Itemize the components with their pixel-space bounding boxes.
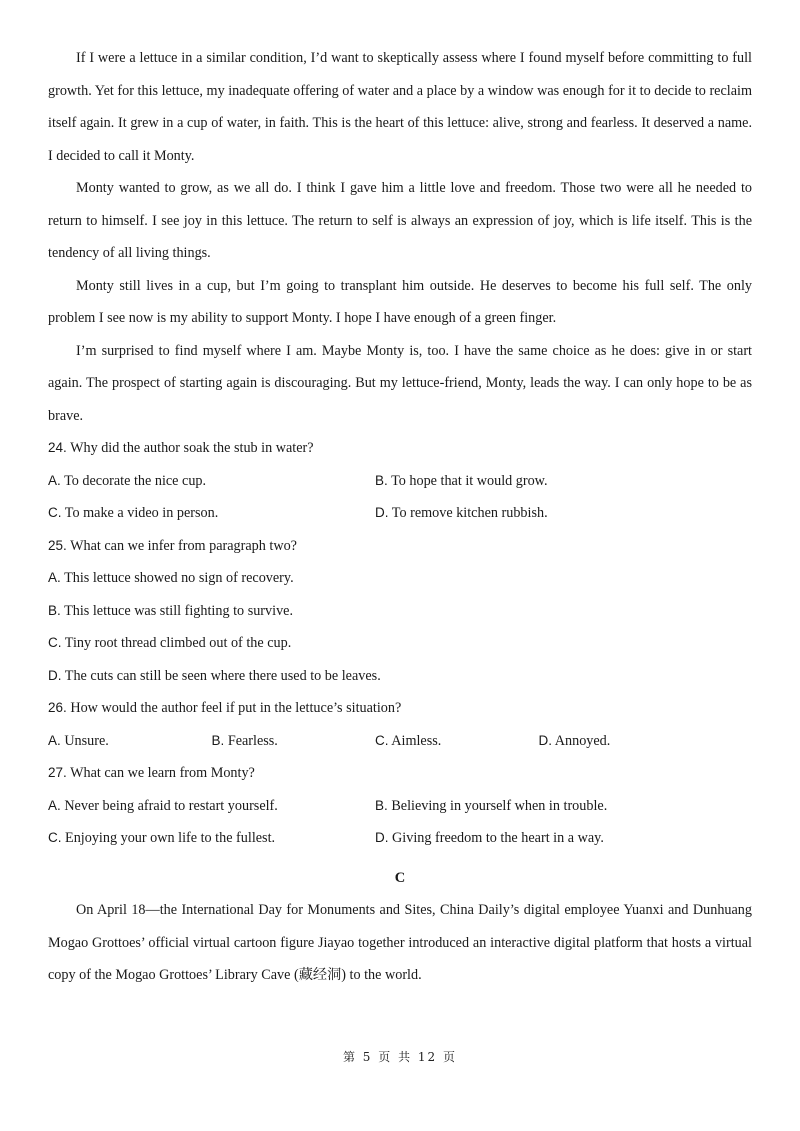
option-a[interactable]: [48, 790, 375, 823]
option-letter: A.: [48, 472, 61, 488]
option-b[interactable]: [375, 790, 607, 823]
options-row: [48, 465, 752, 498]
option-text: This lettuce was still fighting to survive.: [64, 602, 294, 619]
question-27: [48, 757, 752, 790]
option-letter: D.: [375, 505, 389, 520]
option-letter: C.: [48, 635, 62, 650]
option-c[interactable]: [48, 627, 752, 660]
option-c[interactable]: [48, 822, 375, 855]
question-text: What can we learn from Monty?: [70, 765, 255, 781]
option-text: To hope that it would grow.: [391, 472, 548, 489]
option-letter: C.: [375, 732, 389, 748]
question-24: [48, 432, 752, 465]
option-letter: B.: [211, 732, 225, 748]
option-d[interactable]: [539, 725, 611, 758]
question-26: [48, 692, 752, 725]
document-page: [48, 42, 752, 983]
options-row: [48, 725, 752, 758]
option-text: Annoyed.: [554, 732, 611, 749]
option-b[interactable]: [212, 725, 376, 758]
option-d[interactable]: [48, 660, 752, 693]
footer-total-pages: 12: [417, 1050, 438, 1064]
section-c-paragraph: On April 18—the International Day for Monuments and Sites, China Daily’s digital employee Yuanxi and Dunhuang Mogao Grottoes’ official virtual cartoon figure Jiayao together introduced an interactive digital platform that hosts a virtual copy of the Mogao Grottoes’ Library Cave (藏经洞) to the world.: [48, 902, 752, 983]
page-footer: [0, 1048, 800, 1065]
option-text: To remove kitchen rubbish.: [391, 505, 548, 521]
footer-mid: 页 共: [378, 1050, 413, 1064]
option-text: Believing in yourself when in trouble.: [391, 797, 608, 814]
question-number: 24.: [48, 440, 67, 455]
question-number: 26.: [48, 700, 67, 715]
option-letter: D.: [48, 667, 62, 683]
section-c: [48, 894, 752, 992]
option-b[interactable]: [375, 465, 548, 498]
option-d[interactable]: [375, 822, 604, 855]
question-number: 27.: [48, 765, 67, 780]
question-text: How would the author feel if put in the lettuce’s situation?: [70, 700, 402, 716]
paragraph-1: If I were a lettuce in a similar condition, I’d want to skeptically assess where I found myself before committing to full growth. Yet for this lettuce, my inadequate offering of water and a place by a window was enough for it to decide to reclaim itself again. It grew in a cup of water, in faith. This is the heart of this lettuce: alive, strong and fearless. It deserved a name. I decided to call it Monty.: [48, 50, 752, 164]
option-a[interactable]: [48, 725, 212, 758]
option-b[interactable]: [48, 595, 752, 628]
option-text: Never being afraid to restart yourself.: [64, 797, 278, 814]
option-text: Fearless.: [227, 732, 278, 749]
option-letter: D.: [375, 830, 389, 845]
option-a[interactable]: [48, 465, 375, 498]
paragraph-4: I’m surprised to find myself where I am. Maybe Monty is, too. I have the same choice as he does: give in or start again. The prospect of starting again is discouraging. But my lettuce-friend, Monty, leads the way. I can only hope to be as brave.: [48, 342, 752, 424]
footer-suffix: 页: [443, 1050, 458, 1064]
footer-current-page: 5: [362, 1050, 373, 1064]
option-text: To decorate the nice cup.: [64, 472, 207, 489]
question-25: [48, 530, 752, 563]
option-text: Tiny root thread climbed out of the cup.: [64, 635, 292, 651]
option-c[interactable]: [48, 497, 375, 530]
option-text: Aimless.: [391, 732, 442, 749]
option-c[interactable]: [375, 725, 539, 758]
option-text: To make a video in person.: [64, 505, 219, 521]
paragraph-2: Monty wanted to grow, as we all do. I think I gave him a little love and freedom. Those two were all he needed to return to himself. I see joy in this lettuce. The return to self is always an expression of joy, which is life itself. This is the tendency of all living things.: [48, 180, 752, 261]
question-text: What can we infer from paragraph two?: [70, 537, 297, 554]
options-row: [48, 497, 752, 530]
option-text: Enjoying your own life to the fullest.: [65, 830, 276, 846]
option-letter: A.: [48, 570, 61, 585]
footer-prefix: 第: [342, 1050, 357, 1064]
option-text: Giving freedom to the heart in a way.: [392, 830, 604, 846]
option-text: Unsure.: [64, 732, 109, 749]
paragraph-3: Monty still lives in a cup, but I’m going to transplant him outside. He deserves to become his full self. The only problem I see now is my ability to support Monty. I hope I have enough of a green finger.: [48, 277, 752, 326]
option-text: The cuts can still be seen where there used to be leaves.: [64, 667, 381, 684]
option-letter: B.: [48, 602, 61, 618]
options-row: [48, 790, 752, 823]
option-a[interactable]: [48, 562, 752, 595]
question-number: 25.: [48, 537, 67, 553]
option-letter: A.: [48, 732, 61, 748]
option-letter: B.: [375, 472, 388, 488]
option-text: This lettuce showed no sign of recovery.: [64, 570, 294, 586]
option-letter: C.: [48, 830, 62, 845]
option-letter: B.: [375, 797, 388, 813]
option-d[interactable]: [375, 497, 548, 530]
option-letter: A.: [48, 797, 61, 813]
section-heading: C: [394, 870, 406, 886]
option-letter: C.: [48, 505, 62, 520]
option-letter: D.: [538, 732, 552, 748]
options-row: [48, 822, 752, 855]
question-text: Why did the author soak the stub in water?: [70, 440, 314, 456]
